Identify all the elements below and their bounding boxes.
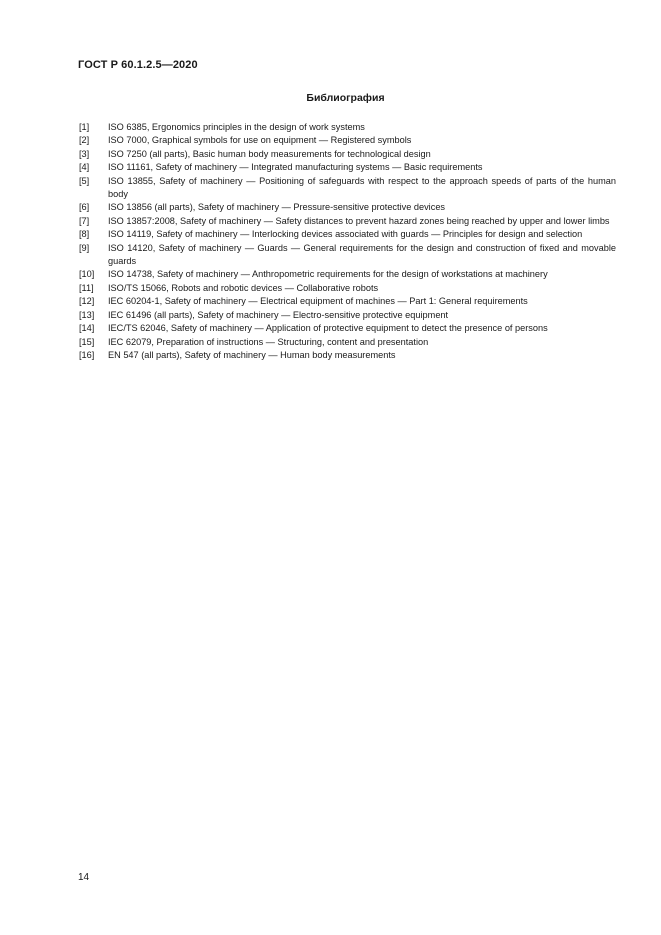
- bibliography-entry: [79, 201, 616, 214]
- page-number: 14: [78, 872, 90, 883]
- entry-text: ISO 14120, Safety of machinery — Guards — General requirements for the design and construction of fixed and movable guards: [108, 242, 616, 267]
- entry-text: IEC 62079, Preparation of instructions — Structuring, content and presentation: [108, 336, 429, 347]
- bibliography-entry: [79, 336, 616, 349]
- entry-number: [16]: [79, 349, 95, 360]
- entry-text: ISO 13857:2008, Safety of machinery — Safety distances to prevent hazard zones being reached by upper and lower limbs: [108, 215, 610, 226]
- bibliography-entry: [79, 121, 616, 134]
- entry-text: ISO 7250 (all parts), Basic human body measurements for technological design: [108, 148, 431, 159]
- bibliography-entry: [79, 228, 616, 241]
- bibliography-entry: [79, 309, 616, 322]
- entry-number: [1]: [79, 122, 90, 132]
- entry-number: [3]: [79, 148, 90, 159]
- entry-number: [14]: [79, 323, 95, 334]
- entry-number: [11]: [79, 282, 94, 293]
- bibliography-entry: [79, 295, 616, 308]
- entry-number: [8]: [79, 229, 90, 240]
- entry-text: ISO 6385, Ergonomics principles in the design of work systems: [108, 122, 365, 132]
- bibliography-entry: [79, 134, 616, 147]
- entry-number: [13]: [79, 309, 95, 320]
- entry-number: [5]: [79, 175, 90, 186]
- entry-text: ISO 7000, Graphical symbols for use on equipment — Registered symbols: [108, 135, 412, 146]
- entry-text: IEC 61496 (all parts), Safety of machinery — Electro-sensitive protective equipment: [108, 309, 449, 320]
- bibliography-list: [79, 121, 616, 362]
- entry-text: ISO 11161, Safety of machinery — Integrated manufacturing systems — Basic requirements: [108, 162, 483, 173]
- bibliography-entry: [79, 349, 616, 362]
- entry-number: [2]: [79, 135, 90, 146]
- document-code: ГОСТ Р 60.1.2.5—2020: [78, 59, 198, 71]
- bibliography-entry: [79, 175, 616, 202]
- entry-text: EN 547 (all parts), Safety of machinery — Human body measurements: [108, 349, 396, 360]
- entry-number: [10]: [79, 269, 95, 280]
- bibliography-entry: [79, 282, 616, 295]
- entry-number: [15]: [79, 336, 95, 347]
- bibliography-heading: Библиография: [306, 92, 385, 104]
- bibliography-entry: [79, 268, 616, 281]
- entry-text: ISO 14738, Safety of machinery — Anthropometric requirements for the design of workstations at machinery: [108, 269, 548, 280]
- entry-text: ISO 13855, Safety of machinery — Positioning of safeguards with respect to the approach speeds of parts of the human body: [108, 175, 616, 200]
- entry-text: ISO/TS 15066, Robots and robotic devices — Collaborative robots: [108, 282, 379, 293]
- bibliography-entry: [79, 161, 616, 174]
- entry-text: ISO 13856 (all parts), Safety of machinery — Pressure-sensitive protective devices: [108, 202, 446, 213]
- bibliography-entry: [79, 322, 616, 335]
- bibliography-entry: [79, 215, 616, 228]
- entry-text: IEC/TS 62046, Safety of machinery — Application of protective equipment to detect the presence of persons: [108, 323, 548, 334]
- bibliography-entry: [79, 148, 616, 161]
- entry-text: IEC 60204-1, Safety of machinery — Electrical equipment of machines — Part 1: General requirements: [108, 296, 528, 307]
- entry-number: [9]: [79, 242, 90, 253]
- entry-number: [4]: [79, 162, 90, 173]
- bibliography-entry: [79, 242, 616, 269]
- entry-number: [12]: [79, 296, 95, 307]
- entry-number: [7]: [79, 215, 90, 226]
- entry-number: [6]: [79, 202, 90, 213]
- entry-text: ISO 14119, Safety of machinery — Interlocking devices associated with guards — Principles for design and selection: [108, 229, 583, 240]
